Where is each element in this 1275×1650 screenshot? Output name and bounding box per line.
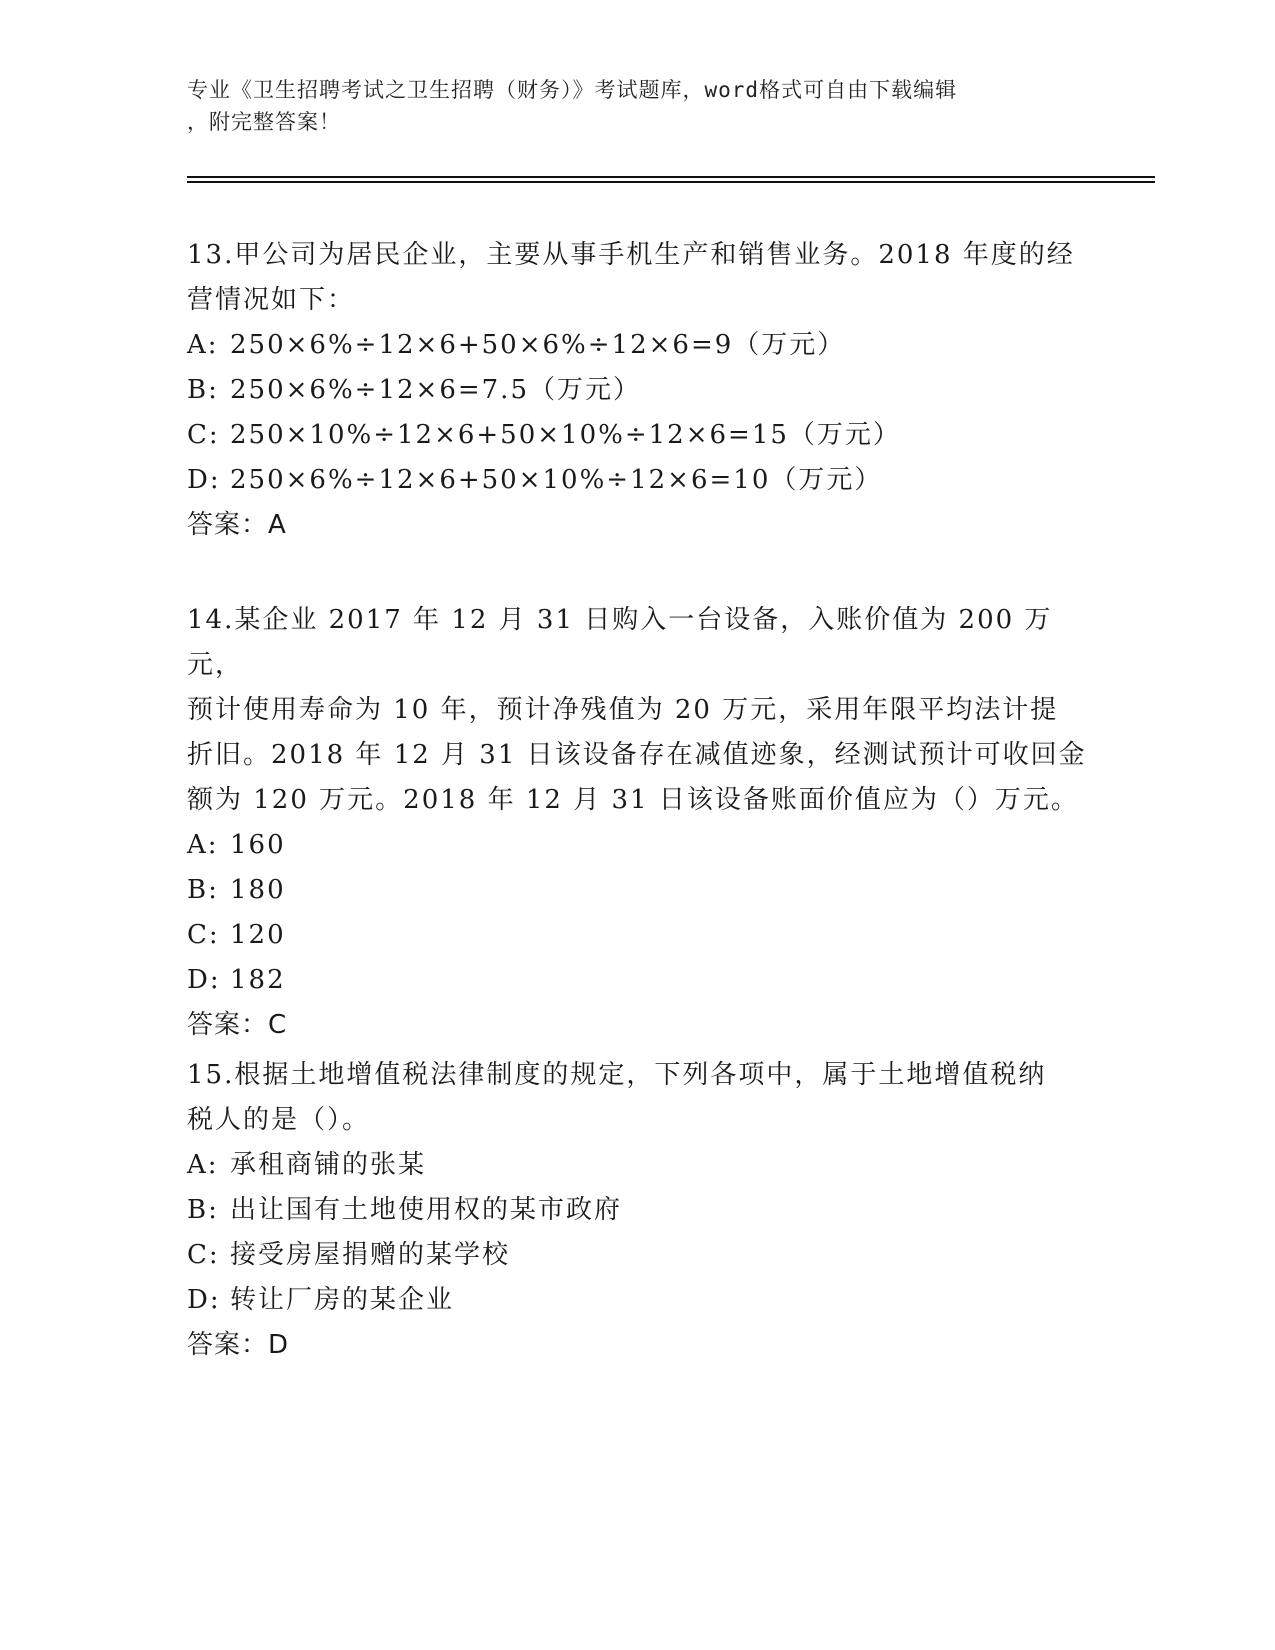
option-a — [187, 1143, 1087, 1188]
option-letter: B: — [187, 1195, 219, 1225]
option-text: 250×6%÷12×6+50×6%÷12×6=9（万元） — [230, 330, 846, 360]
option-letter: C: — [187, 920, 220, 950]
option-text: 250×6%÷12×6+50×10%÷12×6=10（万元） — [230, 465, 883, 495]
option-text: 出让国有土地使用权的某市政府 — [230, 1195, 623, 1225]
option-letter: A: — [187, 330, 219, 360]
question-stem: 13.甲公司为居民企业，主要从事手机生产和销售业务。2018 年度的经 — [187, 240, 1075, 270]
option-letter: D: — [187, 965, 221, 995]
option-text: 160 — [230, 830, 286, 860]
question-13 — [187, 233, 1087, 548]
question-15 — [187, 1053, 1087, 1368]
option-a — [187, 323, 1087, 368]
option-text: 转让厂房的某企业 — [230, 1285, 455, 1315]
option-letter: B: — [187, 875, 219, 905]
option-text: 250×6%÷12×6=7.5（万元） — [230, 375, 641, 405]
question-14 — [187, 598, 1087, 1048]
option-c — [187, 913, 1087, 958]
answer-line: 答案：C — [187, 1010, 288, 1040]
option-text: 180 — [230, 875, 286, 905]
option-letter: C: — [187, 420, 220, 450]
header-line: 专业《卫生招聘考试之卫生招聘（财务）》考试题库，word格式可自由下载编辑 — [187, 78, 958, 102]
option-d — [187, 458, 1087, 503]
option-text: 承租商铺的张某 — [230, 1150, 427, 1180]
option-c — [187, 413, 1087, 458]
option-letter: B: — [187, 375, 219, 405]
option-c — [187, 1233, 1087, 1278]
answer-line: 答案：A — [187, 510, 287, 540]
option-text: 182 — [230, 965, 286, 995]
question-stem: 15.根据土地增值税法律制度的规定，下列各项中，属于土地增值税纳 — [187, 1060, 1047, 1090]
option-b — [187, 868, 1087, 913]
question-stem: 14.某企业 2017 年 12 月 31 日购入一台设备，入账价值为 200 万元， — [187, 605, 1053, 680]
question-stem: 税人的是（）。 — [187, 1105, 371, 1135]
option-letter: C: — [187, 1240, 220, 1270]
option-d — [187, 958, 1087, 1003]
question-stem: 折旧。2018 年 12 月 31 日该设备存在减值迹象，经测试预计可收回金 — [187, 740, 1087, 770]
option-b — [187, 1188, 1087, 1233]
option-d — [187, 1278, 1087, 1323]
option-b — [187, 368, 1087, 413]
option-text: 接受房屋捐赠的某学校 — [230, 1240, 511, 1270]
header-divider — [187, 176, 1155, 178]
option-letter: D: — [187, 1285, 221, 1315]
header-divider — [187, 181, 1155, 183]
document-header — [187, 74, 1067, 138]
option-letter: A: — [187, 1150, 219, 1180]
option-letter: D: — [187, 465, 221, 495]
option-text: 120 — [230, 920, 286, 950]
option-text: 250×10%÷12×6+50×10%÷12×6=15（万元） — [230, 420, 901, 450]
question-stem: 预计使用寿命为 10 年，预计净残值为 20 万元，采用年限平均法计提 — [187, 695, 1059, 725]
question-stem: 营情况如下： — [187, 285, 356, 315]
header-line: ，附完整答案！ — [187, 110, 341, 134]
question-stem: 额为 120 万元。2018 年 12 月 31 日该设备账面价值应为（）万元。 — [187, 785, 1079, 815]
option-letter: A: — [187, 830, 219, 860]
answer-line: 答案：D — [187, 1330, 290, 1360]
option-a — [187, 823, 1087, 868]
